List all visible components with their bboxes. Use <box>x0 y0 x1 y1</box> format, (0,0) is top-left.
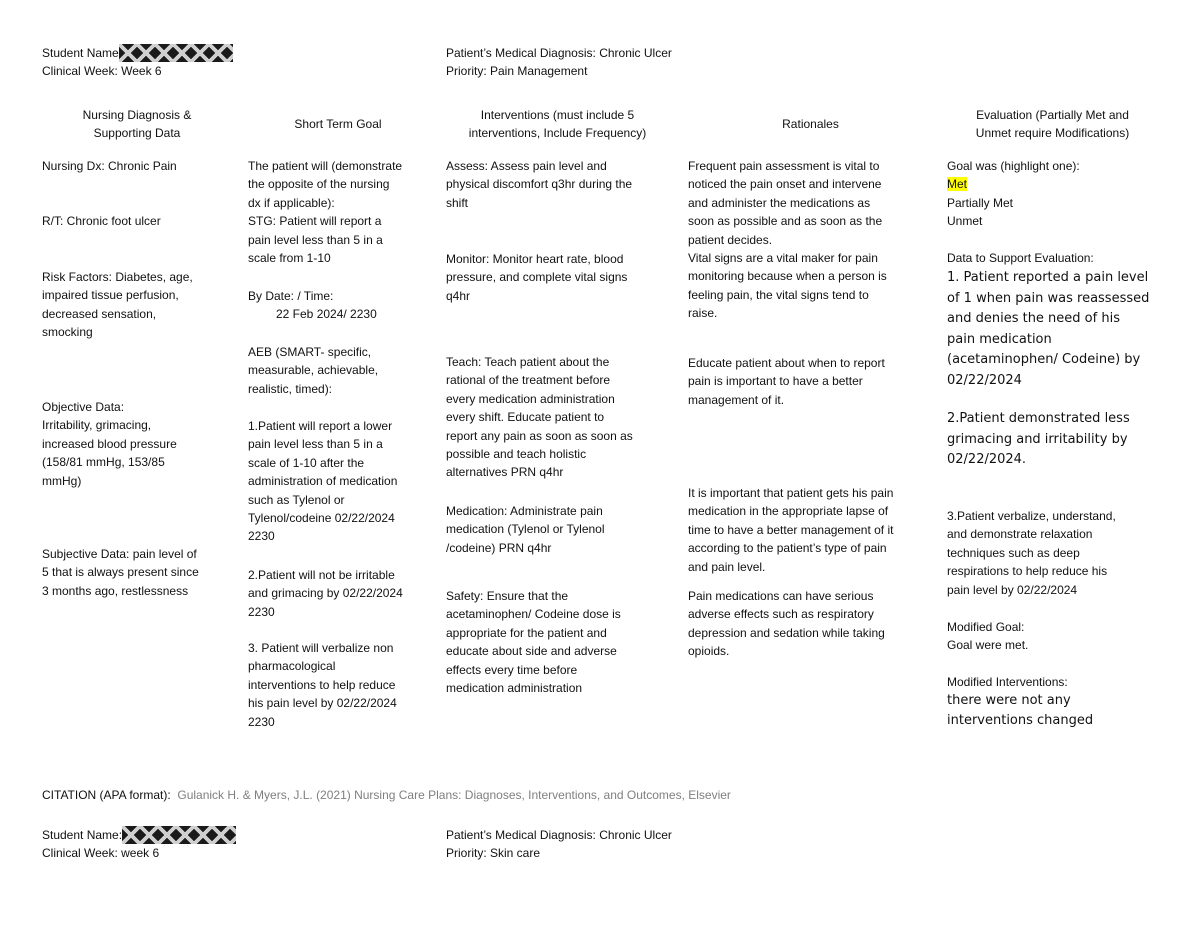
evaluation-support-1: 1. Patient reported a pain level of 1 when pain was reassessed and denies the need of his pain medication (acetaminophen/ Codeine) by 02/22/2024 <box>947 270 1150 388</box>
partially-met-option: Partially Met <box>947 195 1014 210</box>
top-right-header <box>446 44 672 81</box>
subjective-data: Subjective Data: pain level of 5 that is always present since 3 months ago, restlessness <box>42 547 199 598</box>
header-evaluation: Evaluation (Partially Met and Unmet require Modifications) <box>975 108 1130 140</box>
priority: Priority: Pain Management <box>446 64 588 79</box>
evaluation-support-3: 3.Patient verbalize, understand, and demonstrate relaxation techniques such as deep respirations to help reduce his pain level by 02/22/2024 <box>947 509 1116 597</box>
objective-data: Objective Data: Irritability, grimacing, increased blood pressure (158/81 mmHg, 153/85 mmHg) <box>42 400 177 488</box>
intervention-teach: Teach: Teach patient about the rational of the treatment before every medication administration every shift. Educate patient to report any pain as soon as soon as possible and teach holistic alternatives PRN q4hr <box>446 355 633 480</box>
redacted-name <box>119 44 233 62</box>
stg-aeb: AEB (SMART- specific, measurable, achievable, realistic, timed): <box>248 345 379 396</box>
redacted-name-2 <box>122 826 236 844</box>
met-option-highlighted: Met <box>947 177 968 192</box>
student-name-label: Student Name <box>42 46 119 60</box>
bottom-right-header <box>446 826 672 863</box>
intervention-monitor: Monitor: Monitor heart rate, blood pressure, and complete vital signs q4hr <box>446 252 628 303</box>
rationale-2: Educate patient about when to report pain is important to have a better management of it. <box>688 356 885 407</box>
evaluation-goal: Goal was (highlight one): Met Partially Met Unmet <box>947 157 1080 231</box>
risk-factors: Risk Factors: Diabetes, age, impaired tissue perfusion, decreased sensation, smocking <box>42 270 193 340</box>
header-interventions: Interventions (must include 5 interventions, Include Frequency) <box>468 108 647 140</box>
rationale-3: It is important that patient gets his pain medication in the appropriate lapse of time to have a better management of it according to the patient’s type of pain and pain level. <box>688 486 894 574</box>
evaluation-modified-goal: Modified Goal: Goal were met. <box>947 620 1029 653</box>
nursing-dx: Nursing Dx: Chronic Pain <box>42 159 177 173</box>
rationale-1: Frequent pain assessment is vital to noticed the pain onset and intervene and administer the medications as soon as possible and as soon as the patient decides. Vital signs are a vital maker for pain monitoring because when a person is feeling pain, the vital signs tend to raise. <box>688 159 887 321</box>
medical-diagnosis: Patient’s Medical Diagnosis: Chronic Ulcer <box>446 46 672 60</box>
intervention-safety: Safety: Ensure that the acetaminophen/ Codeine dose is appropriate for the patient and educate about side and adverse effects every time before medication administration <box>446 589 621 696</box>
intervention-assess: Assess: Assess pain level and physical discomfort q3hr during the shift <box>446 159 633 210</box>
header-short-term-goal: Short Term Goal <box>294 117 382 131</box>
stg-by-date: By Date: / Time: 22 Feb 2024/ 2230 <box>248 289 377 322</box>
clinical-week: Clinical Week: Week 6 <box>42 64 162 79</box>
student-name-label-2: Student Name: <box>42 828 123 842</box>
citation-source: Gulanick H. & Myers, J.L. (2021) Nursing Care Plans: Diagnoses, Interventions, and Outcomes, Elsevier <box>177 788 731 802</box>
bottom-left-header <box>42 826 236 863</box>
stg-intro: The patient will (demonstrate the opposite of the nursing dx if applicable): STG: Patient will report a pain level less than 5 in a scale from 1-10 <box>248 159 403 266</box>
header-rationales: Rationales <box>782 117 839 131</box>
intervention-medication: Medication: Administrate pain medication (Tylenol or Tylenol /codeine) PRN q4hr <box>446 504 605 555</box>
unmet-option: Unmet <box>947 214 983 229</box>
evaluation-support-2: 2.Patient demonstrated less grimacing and irritability by 02/22/2024. <box>947 411 1130 467</box>
evaluation-modified-interventions: Modified Interventions: there were not any interventions changed <box>947 675 1094 729</box>
rationale-4: Pain medications can have serious adverse effects such as respiratory depression and sedation while taking opioids. <box>688 589 885 659</box>
citation-label: CITATION (APA format): <box>42 788 171 802</box>
evaluation-support-label: Data to Support Evaluation: <box>947 251 1094 265</box>
related-to: R/T: Chronic foot ulcer <box>42 214 161 228</box>
stg-goal-1: 1.Patient will report a lower pain level less than 5 in a scale of 1-10 after the administration of medication such as Tylenol or Tylenol/codeine 02/22/2024 2230 <box>248 419 398 544</box>
citation <box>42 786 731 804</box>
clinical-week-2: Clinical Week: week 6 <box>42 846 160 861</box>
priority-2: Priority: Skin care <box>446 846 541 861</box>
header-nursing-diagnosis: Nursing Diagnosis & Supporting Data <box>82 108 192 140</box>
top-left-header <box>42 44 233 81</box>
stg-goal-2: 2.Patient will not be irritable and grimacing by 02/22/2024 2230 <box>248 568 403 619</box>
stg-goal-3: 3. Patient will verbalize non pharmacological interventions to help reduce his pain level by 02/22/2024 2230 <box>248 641 397 729</box>
medical-diagnosis-2: Patient’s Medical Diagnosis: Chronic Ulcer <box>446 828 672 842</box>
